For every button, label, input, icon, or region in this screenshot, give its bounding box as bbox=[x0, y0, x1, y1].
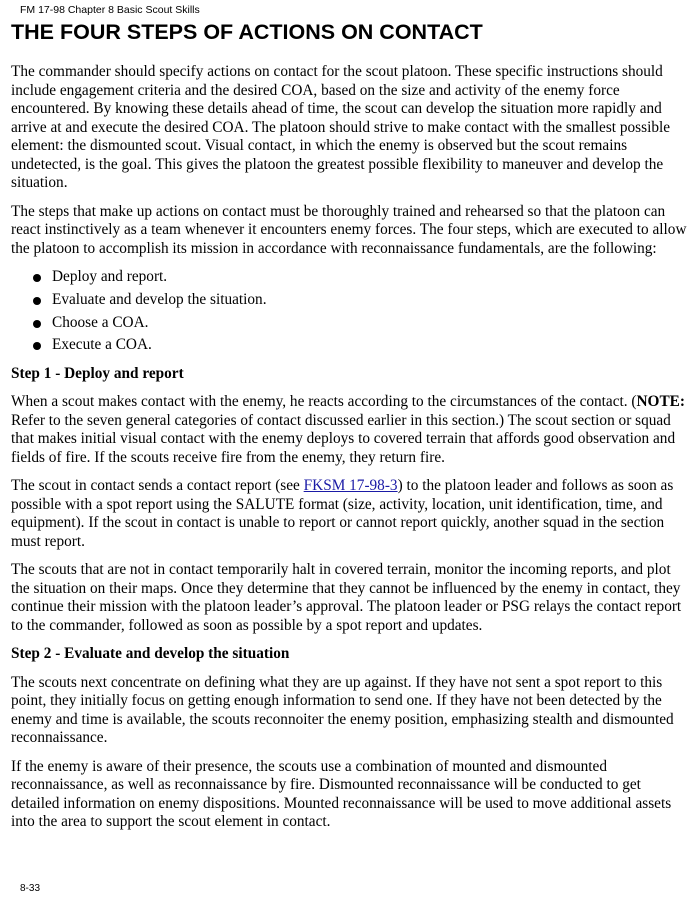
step1-paragraph-1: When a scout makes contact with the enemy, he reacts according to the circumstances of the contact. (NOTE: Refer to the seven general categories of contact discussed earlier in this section.) The scout section or squad that makes initial visual contact with the enemy deploys to covered terrain that affords good observation and fields of fire. If the scouts receive fire from the enemy, they return fire. bbox=[11, 393, 685, 466]
bullet-icon bbox=[33, 320, 41, 328]
step1-paragraph-3: The scouts that are not in contact temporarily halt in covered terrain, monitor the incoming reports, and plot the situation on their maps. Once they determine that they cannot be influenced by the enemy in contact, they continue their mission with the platoon leader’s approval. The platoon leader or PSG relays the contact report to the commander, followed as soon as possible by a spot report and updates. bbox=[11, 561, 682, 634]
intro-paragraph: The commander should specify actions on contact for the scout platoon. These specific instructions should include engagement criteria and the desired COA, based on the size and activity of the enemy force encountered. By knowing these details ahead of time, the scout can develop the situation more rapidly and arrive at and execute the desired COA. The platoon should strive to make contact with the smallest possible element: the dismounted scout. Visual contact, in which the enemy is observed but the scout remains undetected, is the goal. This gives the platoon the greatest possible flexibility to maneuver and develop the situation. bbox=[11, 63, 671, 191]
step2-paragraph-1: The scouts next concentrate on defining what they are up against. If they have not sent a spot report to this point, they initially focus on getting enough information to send one. If they have not been detected by the enemy and time is available, the scouts reconnoiter the enemy position, emphasizing stealth and dismounted reconnaissance. bbox=[11, 673, 674, 747]
step1-paragraph-2: The scout in contact sends a contact report (see FKSM 17-98-3) to the platoon leader and follows as soon as possible with a spot report using the SALUTE format (size, activity, location, unit identification, time, and equipment). If the scout in contact is unable to report or cannot report quickly, another squad in the section must report. bbox=[11, 477, 674, 550]
fksm-link[interactable]: FKSM 17-98-3 bbox=[303, 477, 398, 495]
note-label: NOTE: bbox=[636, 393, 685, 411]
bullet-icon bbox=[33, 274, 41, 282]
steps-list bbox=[11, 268, 687, 355]
bullet-icon bbox=[33, 297, 41, 305]
step1-heading: Step 1 - Deploy and report bbox=[11, 364, 184, 382]
page-title: THE FOUR STEPS OF ACTIONS ON CONTACT bbox=[11, 20, 483, 44]
steps-intro-paragraph: The steps that make up actions on contact must be thoroughly trained and rehearsed so that the platoon can react instinctively as a team whenever it encounters enemy forces. The four steps, which are executed to allow the platoon to accomplish its mission in accordance with reconnaissance fundamentals, are the following: bbox=[11, 202, 687, 257]
document-body bbox=[11, 63, 687, 842]
list-item: Execute a COA. bbox=[11, 336, 687, 355]
list-item: Deploy and report. bbox=[11, 268, 687, 287]
list-item: Evaluate and develop the situation. bbox=[11, 291, 687, 310]
bullet-icon bbox=[33, 342, 41, 350]
list-item: Choose a COA. bbox=[11, 314, 687, 333]
step2-heading: Step 2 - Evaluate and develop the situation bbox=[11, 645, 290, 663]
step2-paragraph-2: If the enemy is aware of their presence, the scouts use a combination of mounted and dismounted reconnaissance, as well as reconnaissance by fire. Dismounted reconnaissance will be conducted to get detailed information on enemy dispositions. Mounted reconnaissance will be used to move additional assets into the area to support the scout element in contact. bbox=[11, 757, 672, 831]
page-number: 8-33 bbox=[20, 883, 41, 894]
running-header: FM 17-98 Chapter 8 Basic Scout Skills bbox=[20, 4, 200, 16]
